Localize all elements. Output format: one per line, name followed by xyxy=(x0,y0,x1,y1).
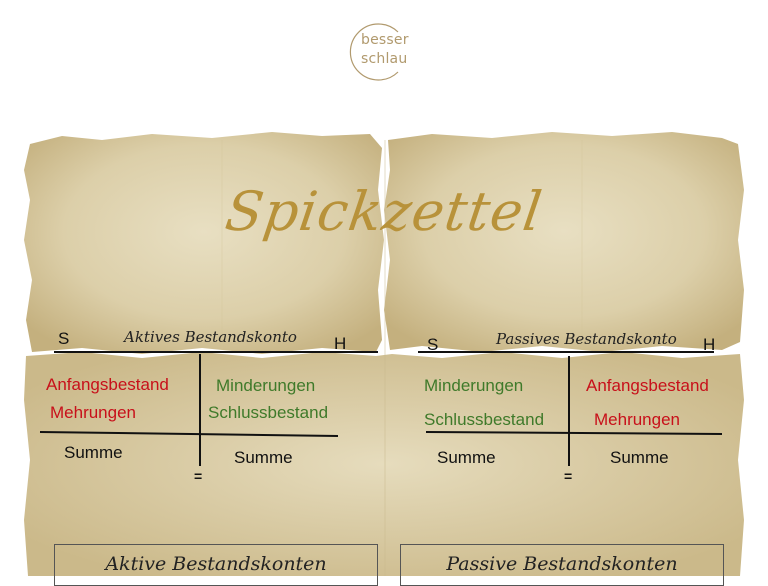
right-credit-label: H xyxy=(703,335,716,354)
active-accounts-box xyxy=(54,544,378,586)
left-equals-sign: = xyxy=(194,468,203,484)
logo-text-line2: schlau xyxy=(361,51,408,67)
right-debit-item: Minderungen xyxy=(424,376,524,395)
left-credit-item: Schlussbestand xyxy=(208,403,329,422)
left-debit-item: Anfangsbestand xyxy=(46,375,169,394)
right-credit-item: Anfangsbestand xyxy=(586,376,709,395)
passive-accounts-box xyxy=(400,544,724,586)
left-debit-label: S xyxy=(58,329,70,348)
left-debit-item: Mehrungen xyxy=(50,403,137,422)
right-debit-item: Schlussbestand xyxy=(424,410,545,429)
page-title: Spickzettel xyxy=(221,180,547,243)
left-credit-label: H xyxy=(334,334,347,353)
right-equals-sign: = xyxy=(564,468,573,484)
right-debit-label: S xyxy=(427,335,439,354)
left-sum-credit: Summe xyxy=(234,448,293,467)
right-account-title: Passives Bestandskonto xyxy=(496,330,677,348)
passive-accounts-title: Passive Bestandskonten xyxy=(446,553,678,575)
left-account-title: Aktives Bestandskonto xyxy=(124,328,297,346)
active-accounts-title: Aktive Bestandskonten xyxy=(105,553,327,575)
left-credit-item: Minderungen xyxy=(216,376,316,395)
logo-text-line1: besser xyxy=(361,32,409,48)
right-sum-credit: Summe xyxy=(610,448,669,467)
right-sum-debit: Summe xyxy=(437,448,496,467)
right-credit-item: Mehrungen xyxy=(594,410,681,429)
left-sum-debit: Summe xyxy=(64,443,123,462)
